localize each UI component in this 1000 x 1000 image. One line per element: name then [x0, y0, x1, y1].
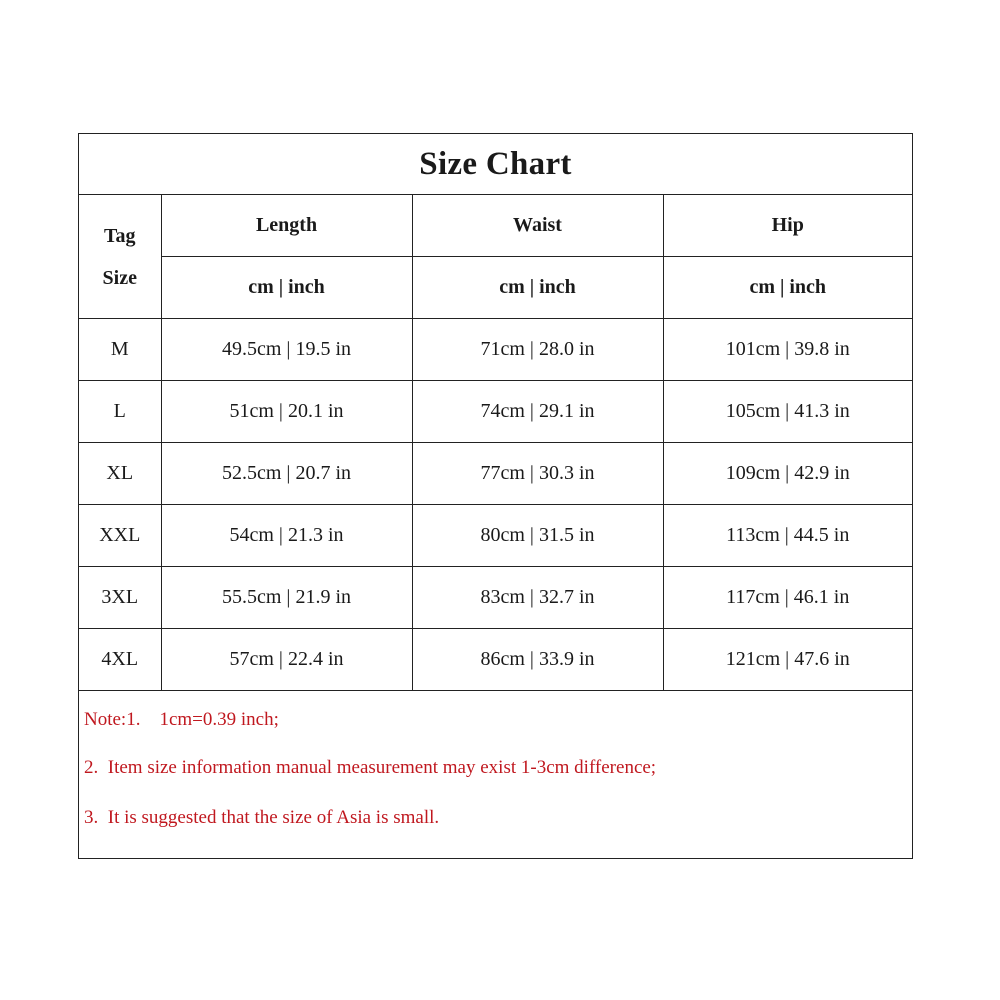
table-row: [79, 567, 912, 629]
waist-cell: 74cm | 29.1 in: [412, 381, 663, 443]
length-cell: 52.5cm | 20.7 in: [161, 443, 412, 505]
length-cell: 51cm | 20.1 in: [161, 381, 412, 443]
length-cell: 55.5cm | 21.9 in: [161, 567, 412, 629]
size-cell: 3XL: [79, 567, 161, 629]
size-cell: XXL: [79, 505, 161, 567]
size-table: [79, 195, 912, 691]
hip-cell: 121cm | 47.6 in: [663, 629, 912, 691]
note-1: Note:1. 1cm=0.39 inch;: [84, 709, 279, 730]
table-row: [79, 319, 912, 381]
waist-unit-header: cm | inch: [412, 257, 663, 319]
waist-cell: 83cm | 32.7 in: [412, 567, 663, 629]
size-label: Size: [102, 266, 137, 289]
waist-cell: 77cm | 30.3 in: [412, 443, 663, 505]
size-cell: XL: [79, 443, 161, 505]
waist-header: Waist: [412, 195, 663, 257]
note-3: 3. It is suggested that the size of Asia is small.: [84, 807, 440, 828]
note-2: 2. Item size information manual measurement may exist 1-3cm difference;: [84, 757, 657, 778]
waist-cell: 71cm | 28.0 in: [412, 319, 663, 381]
header-row: [79, 195, 912, 257]
hip-cell: 113cm | 44.5 in: [663, 505, 912, 567]
hip-cell: 101cm | 39.8 in: [663, 319, 912, 381]
notes-section: [79, 691, 912, 843]
hip-cell: 117cm | 46.1 in: [663, 567, 912, 629]
tag-size-header: [79, 195, 161, 319]
unit-row: [79, 257, 912, 319]
length-cell: 54cm | 21.3 in: [161, 505, 412, 567]
size-chart: [78, 133, 913, 859]
table-row: [79, 505, 912, 567]
length-cell: 49.5cm | 19.5 in: [161, 319, 412, 381]
length-cell: 57cm | 22.4 in: [161, 629, 412, 691]
hip-cell: 109cm | 42.9 in: [663, 443, 912, 505]
chart-title: Size Chart: [419, 145, 572, 182]
size-cell: L: [79, 381, 161, 443]
table-row: [79, 381, 912, 443]
hip-header: Hip: [663, 195, 912, 257]
size-cell: M: [79, 319, 161, 381]
length-header: Length: [161, 195, 412, 257]
table-row: [79, 443, 912, 505]
title-row: [79, 134, 912, 195]
tag-label: Tag: [103, 224, 136, 247]
waist-cell: 86cm | 33.9 in: [412, 629, 663, 691]
size-cell: 4XL: [79, 629, 161, 691]
hip-unit-header: cm | inch: [663, 257, 912, 319]
table-row: [79, 629, 912, 691]
length-unit-header: cm | inch: [161, 257, 412, 319]
waist-cell: 80cm | 31.5 in: [412, 505, 663, 567]
hip-cell: 105cm | 41.3 in: [663, 381, 912, 443]
